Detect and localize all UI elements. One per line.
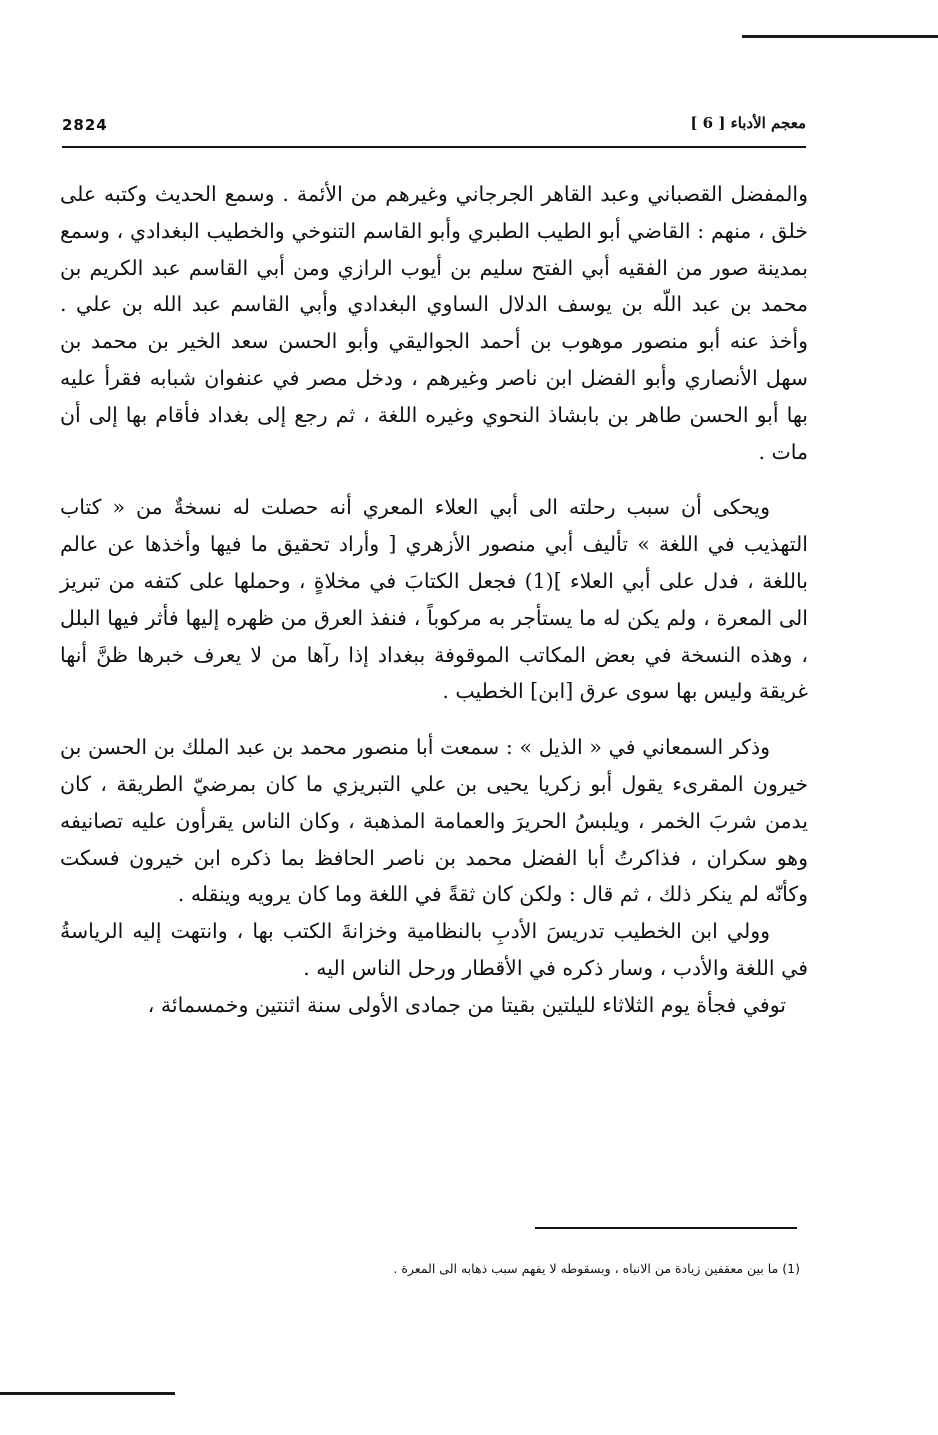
scan-edge-line-top <box>742 35 938 38</box>
paragraph-5: توفي فجأة يوم الثلاثاء لليلتين بقيتا من جمادى الأولى سنة اثنتين وخمسمائة ، <box>147 992 786 1017</box>
scan-edge-line-bottom <box>0 1392 175 1395</box>
footnote-1: (1) ما بين معقفين زيادة من الانباه ، وبسقوطه لا يفهم سبب ذهابه الى المعرة . <box>393 1261 800 1276</box>
paragraph-1: والمفضل القصباني وعبد القاهر الجرجاني وغيرهم من الأئمة . وسمع الحديث وكتبه على خلق ، منهم : القاضي أبو الطيب الطبري وأبو القاسم التنوخي والخطيب البغدادي ، وسمع بمدينة صور من الفقيه أبي الفتح سليم بن أيوب الرازي ومن أبي القاسم عبد الكريم بن محمد بن عبد اللّه بن يوسف الدلال الساوي البغدادي وأبي القاسم عبد الله بن علي . وأخذ عنه أبو منصور موهوب بن أحمد الجواليقي وأبو الحسن سعد الخير بن محمد بن سهل الأنصاري وأبو الفضل ابن ناصر وغيرهم ، ودخل مصر في عنفوان شبابه فقرأ عليه بها أبو الحسن طاهر بن بابشاذ النحوي وغيره اللغة ، ثم رجع إلى بغداد فأقام بها إلى أن مات . <box>60 182 808 464</box>
book-title: معجم الأدباء [ 6 ] <box>690 114 806 132</box>
paragraph-4: وولي ابن الخطيب تدريسَ الأدبِ بالنظامية وخزانةَ الكتب بها ، وانتهت إليه الرياسةُ في اللغة والأدب ، وسار ذكره في الأقطار ورحل الناس اليه . <box>60 919 808 980</box>
page-number: 2824 <box>62 116 108 134</box>
footnote-rule <box>535 1227 797 1229</box>
paragraph-2: ويحكى أن سبب رحلته الى أبي العلاء المعري أنه حصلت له نسخةٌ من « كتاب التهذيب في اللغة » تأليف أبي منصور الأزهري [ وأراد تحقيق ما فيها وأخذها عن عالم باللغة ، فدل على أبي العلاء ](1) فجعل الكتابَ في مخلاةٍ ، وحملها على كتفه من تبريز الى المعرة ، ولم يكن له ما يستأجر به مركوباً ، فنفذ العرق من ظهره إليها فأثر فيها البلل ، وهذه النسخة في بعض المكاتب الموقوفة ببغداد إذا رآها من لا يعرف خبرها ظنَّ أنها غريقة وليس بها سوى عرق [ابن] الخطيب . <box>60 495 808 704</box>
main-text <box>60 176 808 1024</box>
header-rule <box>62 146 806 148</box>
running-head <box>62 112 806 144</box>
paragraph-3: وذكر السمعاني في « الذيل » : سمعت أبا منصور محمد بن عبد الملك بن الحسن بن خيرون المقرىء يقول أبو زكريا يحيى بن علي التبريزي ما كان بمرضيّ الطريقة ، كان يدمن شربَ الخمر ، ويلبسُ الحريرَ والعمامة المذهبة ، وكان الناس يقرأون عليه تصانيفه وهو سكران ، فذاكرتُ أبا الفضل محمد بن ناصر الحافظ بما ذكره ابن خيرون فسكت وكأنّه لم ينكر ذلك ، ثم قال : ولكن كان ثقةً في اللغة وما كان يرويه وينقله . <box>60 735 808 907</box>
